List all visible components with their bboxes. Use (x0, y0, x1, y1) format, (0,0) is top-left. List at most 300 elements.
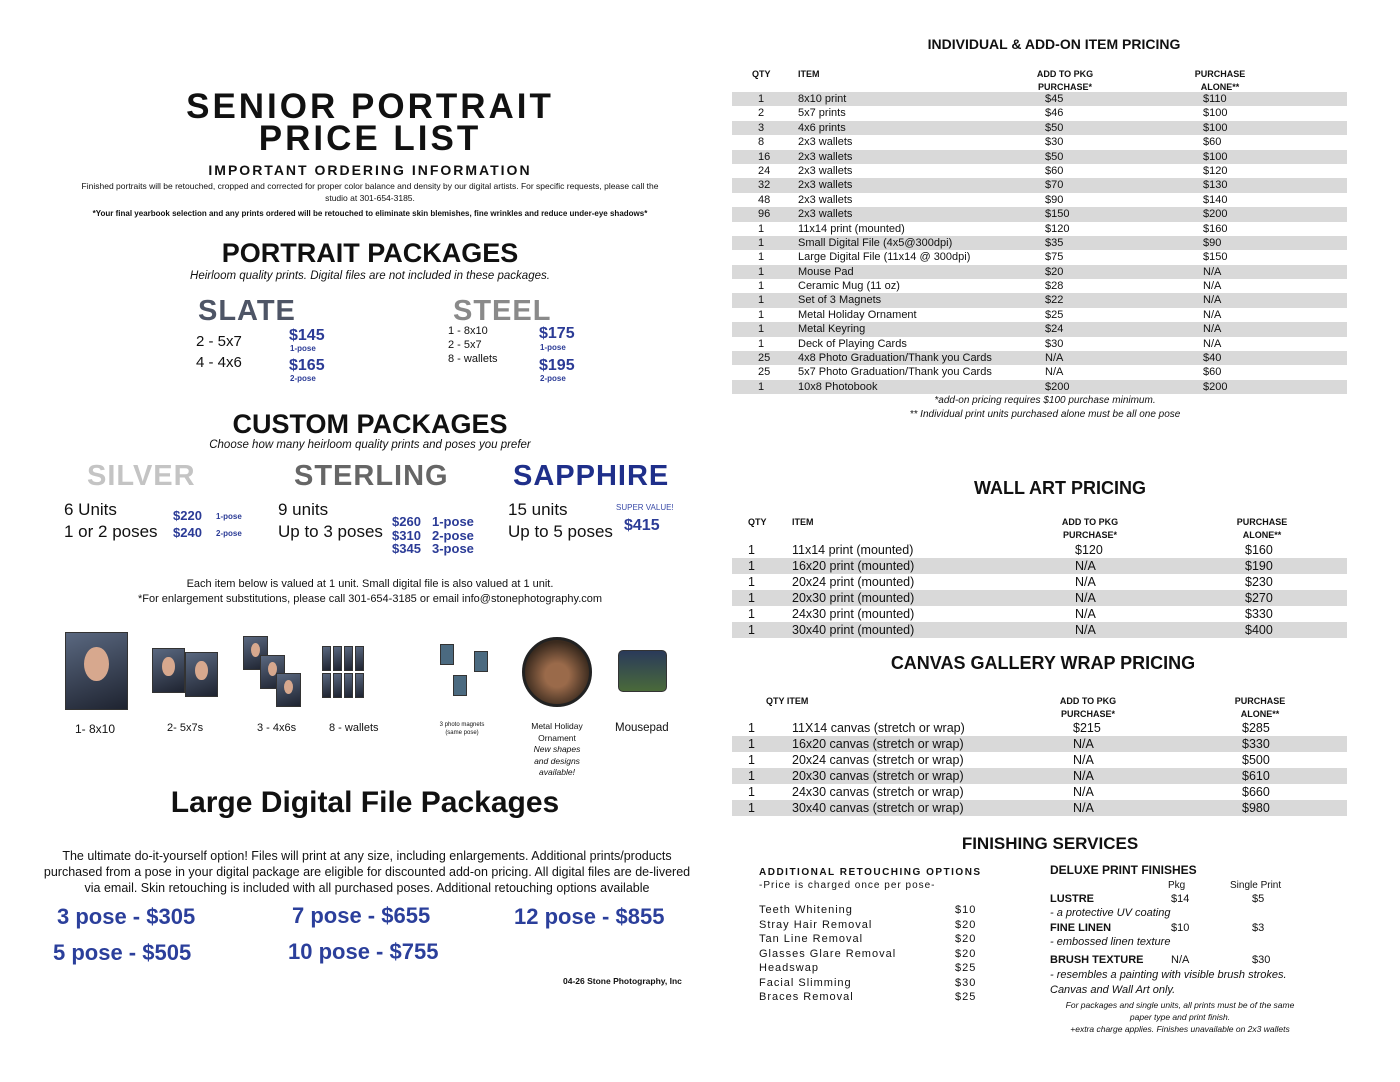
steel-price-2-label: 2-pose (540, 374, 566, 383)
item-cell: 2x3 wallets (798, 179, 853, 192)
digital-price: 3 pose - $305 (57, 904, 196, 929)
qty-cell: 1 (758, 280, 765, 293)
qty-cell: 1 (748, 591, 755, 605)
add-pkg-price-cell: $30 (1045, 136, 1064, 149)
mousepad-image (618, 650, 667, 692)
sapphire-poses: Up to 5 poses (508, 522, 613, 541)
col-alone-line: ALONE** (1200, 82, 1240, 92)
col-alone (1220, 695, 1300, 721)
purchase-alone-cell: N/A (1203, 323, 1222, 336)
wall-art-table (732, 542, 1347, 638)
add-pkg-price-cell: $45 (1045, 93, 1064, 105)
purchase-alone-cell: $330 (1242, 737, 1270, 751)
qty-cell: 25 (758, 352, 771, 365)
retouch-option (759, 918, 979, 933)
table-row (732, 590, 1347, 606)
col-add-pkg-line: PURCHASE* (1062, 530, 1117, 540)
5x7-photo-image (185, 652, 218, 697)
sterling-name: STERLING (294, 460, 449, 492)
add-pkg-price-cell: N/A (1075, 591, 1096, 605)
retouch-name: Glasses Glare Removal (759, 947, 897, 960)
add-pkg-price-cell: $24 (1045, 323, 1064, 336)
digital-price: 10 pose - $755 (288, 939, 439, 964)
qty-cell: 2 (758, 107, 765, 120)
wallets-image (322, 646, 364, 698)
col-qty: QTY (752, 69, 771, 79)
retouch-name: Teeth Whitening (759, 904, 853, 916)
purchase-alone-cell: $330 (1245, 607, 1273, 621)
magnet-image (453, 675, 467, 696)
product-label: and designs (534, 756, 580, 766)
qty-cell: 1 (758, 265, 765, 278)
digital-packages-heading: Large Digital File Packages (170, 786, 560, 819)
qty-cell: 1 (758, 93, 765, 105)
slate-price-1: $145 (289, 327, 325, 344)
qty-cell: 8 (758, 136, 765, 149)
steel-price-2: $195 (539, 357, 575, 374)
table-row (732, 121, 1347, 135)
steel-item: 1 - 8x10 (448, 325, 488, 337)
purchase-alone-cell: $980 (1242, 801, 1270, 815)
info-line-2: studio at 301-654-3185. (325, 193, 415, 203)
add-pkg-price-cell: $60 (1045, 164, 1064, 177)
add-pkg-price-cell: $20 (1045, 265, 1064, 278)
item-cell: 5x7 prints (798, 107, 846, 120)
col-add-pkg-line: ADD TO PKG (1036, 69, 1094, 79)
add-pkg-price-cell: $120 (1045, 222, 1070, 235)
sterling-price: $260 (392, 514, 421, 529)
table-row (732, 207, 1347, 221)
add-pkg-price-cell: N/A (1045, 366, 1064, 379)
linen-single-price: $3 (1252, 922, 1265, 934)
purchase-alone-cell: N/A (1203, 337, 1222, 350)
retouch-option (759, 990, 979, 1005)
steel-price-1: $175 (539, 325, 575, 342)
table-row (732, 574, 1347, 590)
brush-single-price: $30 (1252, 954, 1271, 966)
product-label: 3 photo magnets (439, 722, 485, 728)
info-line-3: *Your final yearbook selection and any prints ordered will be retouched to eliminate skin blemishes, fine wrinkles and reduce under-eye shadows* (92, 209, 648, 218)
col-add-pkg-line: PURCHASE* (1060, 709, 1115, 719)
purchase-alone-cell: $60 (1203, 136, 1222, 149)
8x10-photo-image (65, 632, 128, 710)
silver-price-label: 2-pose (216, 529, 242, 538)
item-cell: 16x20 canvas (stretch or wrap) (792, 737, 964, 751)
individual-pricing-heading: INDIVIDUAL & ADD-ON ITEM PRICING (927, 36, 1181, 52)
qty-cell: 48 (758, 193, 771, 206)
qty-cell: 1 (758, 236, 765, 249)
slate-item: 4 - 4x6 (196, 354, 242, 371)
brush-desc: - resembles a painting with visible brush strokes. (1050, 969, 1287, 981)
sterling-poses: Up to 3 poses (278, 522, 383, 541)
table-row (732, 365, 1347, 379)
individual-note-1: *add-on pricing requires $100 purchase minimum. (934, 395, 1156, 406)
qty-cell: 1 (748, 785, 755, 799)
info-line-1: Finished portraits will be retouched, cropped and corrected for proper color balance and density by our digital artists. For specific requests, please call the (81, 181, 659, 191)
col-alone-line: ALONE** (1242, 530, 1282, 540)
add-pkg-price-cell: N/A (1073, 785, 1094, 799)
retouch-name: Braces Removal (759, 991, 854, 1003)
item-cell: 24x30 canvas (stretch or wrap) (792, 785, 964, 799)
table-row (732, 308, 1347, 322)
add-pkg-price-cell: N/A (1075, 559, 1096, 573)
table-row (732, 800, 1347, 816)
retouch-name: Stray Hair Removal (759, 918, 873, 931)
table-row (732, 293, 1347, 307)
purchase-alone-cell: N/A (1203, 280, 1222, 293)
qty-cell: 1 (748, 737, 755, 751)
steel-item: 2 - 5x7 (448, 339, 482, 351)
retouch-option (759, 947, 979, 962)
product-label: available! (539, 767, 575, 777)
table-row (732, 178, 1347, 192)
retouch-name: Tan Line Removal (759, 933, 864, 945)
item-cell: 8x10 print (798, 93, 847, 105)
add-pkg-price-cell: N/A (1075, 575, 1096, 589)
canvas-table (732, 720, 1347, 816)
sapphire-price: $415 (624, 517, 660, 534)
ornament-image (522, 637, 592, 707)
retouch-price: $25 (955, 991, 977, 1003)
col-pkg: Pkg (1168, 880, 1186, 891)
item-cell: 11x14 print (mounted) (798, 222, 905, 235)
col-alone-line: PURCHASE (1234, 696, 1286, 706)
steel-item: 8 - wallets (448, 353, 498, 365)
col-add-pkg-line: ADD TO PKG (1059, 696, 1117, 706)
table-row (732, 542, 1347, 558)
qty-cell: 1 (748, 575, 755, 589)
retouch-name: Headswap (759, 962, 819, 974)
qty-cell: 1 (748, 607, 755, 621)
add-pkg-price-cell: $215 (1073, 721, 1101, 735)
purchase-alone-cell: $230 (1245, 575, 1273, 589)
purchase-alone-cell: $150 (1203, 251, 1228, 264)
qty-cell: 1 (748, 753, 755, 767)
qty-cell: 1 (748, 801, 755, 815)
col-alone-line: PURCHASE (1236, 517, 1288, 527)
item-cell: 20x30 print (mounted) (792, 591, 915, 605)
retouch-price: $20 (955, 918, 977, 931)
qty-cell: 1 (748, 559, 755, 573)
add-pkg-price-cell: $35 (1045, 236, 1064, 249)
col-add-pkg (1025, 68, 1105, 94)
add-pkg-price-cell: N/A (1075, 607, 1096, 621)
col-item: ITEM (792, 517, 814, 527)
important-heading: IMPORTANT ORDERING INFORMATION (208, 162, 532, 178)
item-cell: 20x24 print (mounted) (792, 575, 915, 589)
item-cell: Deck of Playing Cards (798, 337, 907, 350)
purchase-alone-cell: $120 (1203, 164, 1228, 177)
purchase-alone-cell: $140 (1203, 193, 1228, 206)
slate-price-2: $165 (289, 357, 325, 374)
retouch-price: $10 (955, 904, 977, 916)
qty-cell: 24 (758, 164, 771, 177)
digital-price: 5 pose - $505 (53, 940, 192, 965)
title-line-1: SENIOR PORTRAIT (186, 87, 554, 126)
table-row (732, 135, 1347, 149)
table-row (732, 150, 1347, 164)
table-row (732, 768, 1347, 784)
add-pkg-price-cell: N/A (1045, 352, 1064, 365)
purchase-alone-cell: $400 (1245, 623, 1273, 637)
sterling-price: $310 (392, 528, 421, 543)
item-cell: Small Digital File (4x5@300dpi) (798, 236, 953, 249)
add-pkg-price-cell: N/A (1073, 769, 1094, 783)
item-cell: 2x3 wallets (798, 208, 853, 221)
add-pkg-price-cell: $46 (1045, 107, 1064, 120)
col-item: ITEM (798, 69, 820, 79)
item-cell: 2x3 wallets (798, 164, 853, 177)
col-qty: QTY (748, 517, 767, 527)
super-value-badge: SUPER VALUE! (616, 503, 674, 512)
table-row (732, 279, 1347, 293)
add-pkg-price-cell: N/A (1075, 623, 1096, 637)
custom-packages-sub: Choose how many heirloom quality prints and poses you prefer (209, 439, 531, 451)
qty-cell: 1 (758, 380, 765, 393)
col-alone (1180, 68, 1260, 94)
table-row (732, 222, 1347, 236)
col-single-print: Single Print (1230, 880, 1282, 891)
purchase-alone-cell: $285 (1242, 721, 1270, 735)
footer-copyright: 04-26 Stone Photography, Inc (563, 976, 682, 986)
purchase-alone-cell: $660 (1242, 785, 1270, 799)
product-label: 1- 8x10 (75, 722, 116, 736)
enlargement-note: *For enlargement substitutions, please call 301-654-3185 or email info@stonephotography.com (137, 593, 603, 605)
steel-price-1-label: 1-pose (540, 343, 566, 352)
table-row (732, 322, 1347, 336)
purchase-alone-cell: $100 (1203, 121, 1228, 134)
purchase-alone-cell: $610 (1242, 769, 1270, 783)
item-cell: Set of 3 Magnets (798, 294, 882, 307)
retouch-price: $20 (955, 933, 977, 945)
item-cell: 4x8 Photo Graduation/Thank you Cards (798, 352, 992, 365)
individual-pricing-table (732, 92, 1347, 394)
qty-cell: 25 (758, 366, 771, 379)
table-row (732, 784, 1347, 800)
purchase-alone-cell: $200 (1203, 208, 1228, 221)
item-cell: Metal Holiday Ornament (798, 308, 917, 321)
table-row (732, 752, 1347, 768)
purchase-alone-cell: $190 (1245, 559, 1273, 573)
retouch-sub: -Price is charged once per pose- (759, 880, 936, 891)
qty-cell: 1 (758, 308, 765, 321)
item-cell: Mouse Pad (798, 265, 854, 278)
retouch-heading: ADDITIONAL RETOUCHING OPTIONS (759, 867, 982, 878)
qty-cell: 1 (758, 222, 765, 235)
finish-note-2: paper type and print finish. (1129, 1012, 1231, 1022)
product-label: 3 - 4x6s (257, 722, 297, 734)
retouch-option (759, 903, 979, 918)
item-cell: 4x6 prints (798, 121, 846, 134)
5x7-photo-image (152, 648, 185, 693)
finish-note-3: +extra charge applies. Finishes unavailable on 2x3 wallets (1070, 1024, 1290, 1034)
purchase-alone-cell: N/A (1203, 294, 1222, 307)
retouch-option (759, 961, 979, 976)
purchase-alone-cell: N/A (1203, 265, 1222, 278)
add-pkg-price-cell: $150 (1045, 208, 1070, 221)
purchase-alone-cell: $40 (1203, 352, 1222, 365)
custom-packages-heading: CUSTOM PACKAGES (232, 409, 508, 439)
col-add-pkg-line: PURCHASE* (1037, 82, 1092, 92)
qty-cell: 1 (748, 543, 755, 557)
lustre-pkg-price: $14 (1171, 893, 1190, 905)
col-add-pkg (1048, 695, 1128, 721)
item-cell: 2x3 wallets (798, 136, 853, 149)
item-cell: 11X14 canvas (stretch or wrap) (792, 721, 965, 735)
table-row (732, 265, 1347, 279)
silver-price-label: 1-pose (216, 512, 242, 521)
sterling-price-label: 2-pose (432, 528, 474, 543)
add-pkg-price-cell: $200 (1045, 380, 1070, 393)
table-row (732, 106, 1347, 120)
title-line-2: PRICE LIST (258, 119, 482, 158)
col-alone (1222, 516, 1302, 542)
4x6-photo-image (276, 673, 301, 707)
digital-price: 12 pose - $855 (514, 904, 665, 929)
purchase-alone-cell: $110 (1203, 93, 1227, 105)
add-pkg-price-cell: $90 (1045, 193, 1064, 206)
portrait-packages-heading: PORTRAIT PACKAGES (221, 238, 519, 268)
brush-desc-2: Canvas and Wall Art only. (1050, 984, 1176, 996)
table-row (732, 193, 1347, 207)
table-row (732, 558, 1347, 574)
qty-cell: 32 (758, 179, 771, 192)
item-cell: 16x20 print (mounted) (792, 559, 915, 573)
col-alone-line: ALONE** (1240, 709, 1280, 719)
table-row (732, 380, 1347, 394)
item-cell: 30x40 canvas (stretch or wrap) (792, 801, 964, 815)
col-alone-line: PURCHASE (1194, 69, 1246, 79)
table-row (732, 622, 1347, 638)
purchase-alone-cell: $60 (1203, 366, 1222, 379)
individual-note-2: ** Individual print units purchased alone must be all one pose (909, 409, 1181, 420)
add-pkg-price-cell: N/A (1073, 801, 1094, 815)
sterling-price-label: 3-pose (432, 541, 474, 556)
qty-cell: 3 (758, 121, 765, 134)
unit-note: Each item below is valued at 1 unit. Small digital file is also valued at 1 unit. (186, 578, 554, 590)
product-label: (same pose) (445, 730, 479, 736)
silver-poses: 1 or 2 poses (64, 522, 158, 541)
steel-name: STEEL (453, 295, 552, 327)
linen-name: FINE LINEN (1050, 922, 1112, 934)
retouch-price: $30 (955, 976, 977, 989)
sapphire-name: SAPPHIRE (513, 460, 670, 492)
add-pkg-price-cell: $75 (1045, 251, 1064, 264)
silver-price: $240 (173, 525, 202, 540)
table-row (732, 164, 1347, 178)
magnet-image (440, 644, 454, 665)
retouch-option (759, 932, 979, 947)
purchase-alone-cell: $270 (1245, 591, 1273, 605)
deluxe-heading: DELUXE PRINT FINISHES (1050, 863, 1197, 877)
digital-description: The ultimate do-it-yourself option! Files will print at any size, including enlargements. Additional prints/products purchased from a pose in your digital package are eligible for discounted add-on pricing. All digital files are de-livered via email. Skin retouching is included with all purchased poses. Additional retouching options available (43, 849, 691, 895)
qty-cell: 1 (748, 721, 755, 735)
item-cell: 2x3 wallets (798, 150, 853, 163)
finish-note-1: For packages and single units, all prints must be of the same (1065, 1000, 1295, 1010)
purchase-alone-cell: $200 (1203, 380, 1228, 393)
item-cell: 20x24 canvas (stretch or wrap) (792, 753, 964, 767)
item-cell: 5x7 Photo Graduation/Thank you Cards (798, 366, 992, 379)
retouch-option (759, 976, 979, 991)
col-add-pkg (1050, 516, 1130, 542)
digital-price: 7 pose - $655 (292, 903, 431, 928)
qty-cell: 1 (758, 323, 765, 336)
purchase-alone-cell: N/A (1203, 308, 1222, 321)
sterling-units: 9 units (278, 500, 329, 519)
add-pkg-price-cell: $30 (1045, 337, 1064, 350)
silver-units: 6 Units (64, 500, 117, 519)
col-qty-item: QTY ITEM (766, 696, 809, 706)
table-row (732, 606, 1347, 622)
sterling-price: $345 (392, 541, 421, 556)
canvas-heading: CANVAS GALLERY WRAP PRICING (890, 653, 1196, 673)
add-pkg-price-cell: $50 (1045, 121, 1064, 134)
product-label: 8 - wallets (329, 722, 379, 734)
linen-desc: - embossed linen texture (1050, 936, 1171, 948)
add-pkg-price-cell: $120 (1075, 543, 1103, 557)
table-row (732, 236, 1347, 250)
add-pkg-price-cell: $50 (1045, 150, 1064, 163)
lustre-name: LUSTRE (1050, 893, 1094, 905)
qty-cell: 16 (758, 150, 771, 163)
retouch-price: $25 (955, 962, 977, 974)
product-label: Metal Holiday (531, 721, 583, 731)
item-cell: 20x30 canvas (stretch or wrap) (792, 769, 964, 783)
col-add-pkg-line: ADD TO PKG (1061, 517, 1119, 527)
table-row (732, 92, 1347, 106)
slate-price-1-label: 1-pose (290, 344, 316, 353)
item-cell: 30x40 print (mounted) (792, 623, 915, 637)
table-row (732, 250, 1347, 264)
silver-price: $220 (173, 508, 202, 523)
qty-cell: 1 (748, 769, 755, 783)
portrait-packages-sub: Heirloom quality prints. Digital files are not included in these packages. (190, 270, 550, 282)
product-label: Mousepad (615, 722, 669, 734)
item-cell: 24x30 print (mounted) (792, 607, 915, 621)
sterling-price-label: 1-pose (432, 514, 474, 529)
purchase-alone-cell: $100 (1203, 150, 1228, 163)
add-pkg-price-cell: $70 (1045, 179, 1064, 192)
qty-cell: 1 (758, 294, 765, 307)
table-row (732, 736, 1347, 752)
item-cell: 11x14 print (mounted) (792, 543, 914, 557)
finishing-heading: FINISHING SERVICES (961, 834, 1139, 853)
purchase-alone-cell: $130 (1203, 179, 1228, 192)
table-row (732, 720, 1347, 736)
add-pkg-price-cell: N/A (1073, 753, 1094, 767)
slate-name: SLATE (198, 295, 296, 327)
brush-name: BRUSH TEXTURE (1050, 954, 1144, 966)
linen-pkg-price: $10 (1171, 922, 1190, 934)
magnet-image (474, 651, 488, 672)
purchase-alone-cell: $160 (1245, 543, 1273, 557)
purchase-alone-cell: $500 (1242, 753, 1270, 767)
brush-pkg-price: N/A (1171, 954, 1190, 966)
add-pkg-price-cell: $25 (1045, 308, 1064, 321)
table-row (732, 351, 1347, 365)
table-row (732, 337, 1347, 351)
lustre-desc: - a protective UV coating (1050, 907, 1171, 919)
retouch-name: Facial Slimming (759, 976, 852, 989)
item-cell: 2x3 wallets (798, 193, 853, 206)
add-pkg-price-cell: $22 (1045, 294, 1064, 307)
silver-name: SILVER (87, 460, 196, 492)
sapphire-units: 15 units (508, 500, 568, 519)
qty-cell: 1 (758, 251, 765, 264)
purchase-alone-cell: $90 (1203, 236, 1222, 249)
slate-item: 2 - 5x7 (196, 333, 242, 350)
purchase-alone-cell: $100 (1203, 107, 1228, 120)
